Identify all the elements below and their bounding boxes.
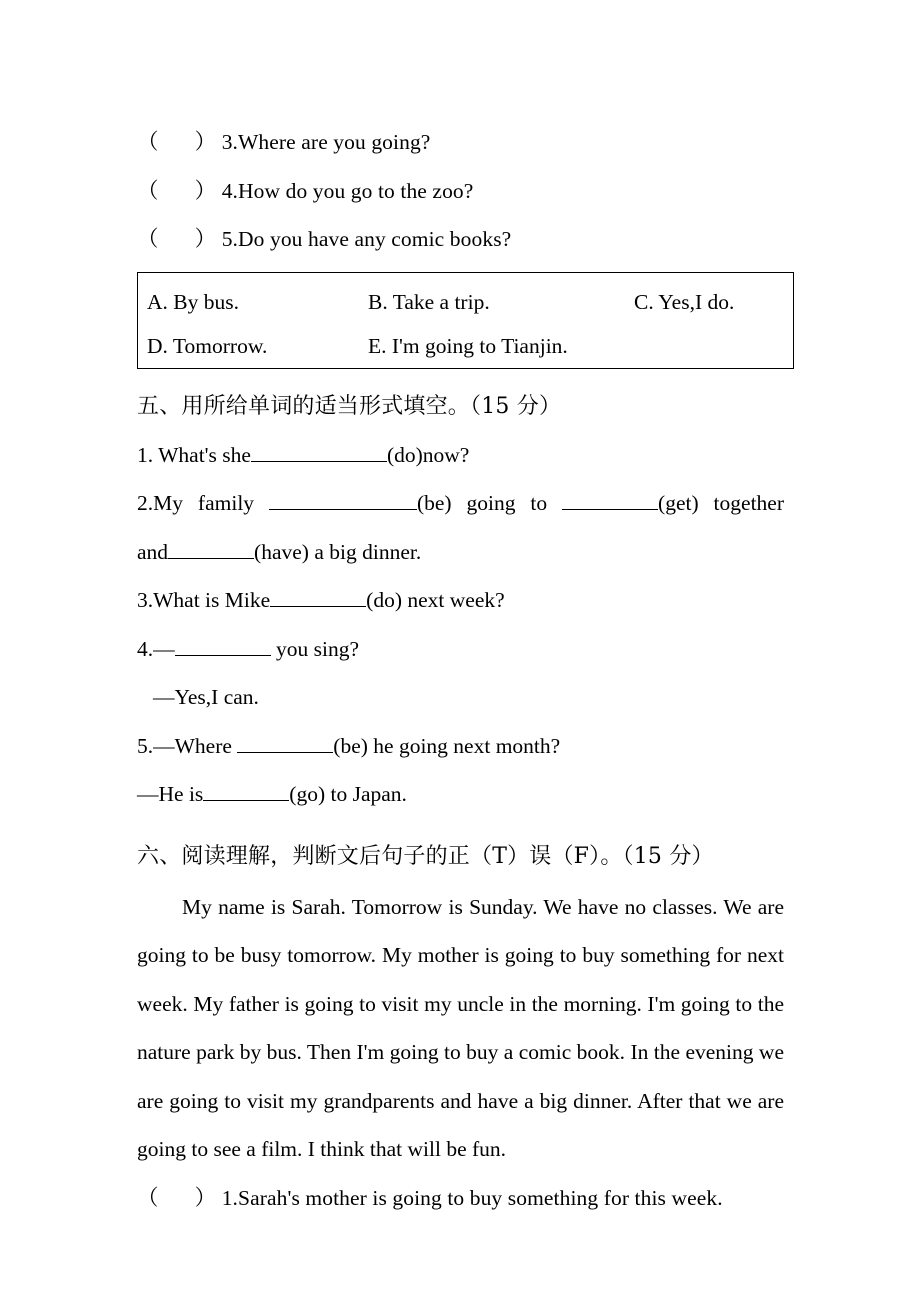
matching-question-5 <box>137 215 783 264</box>
question-prompt-before: 4.— <box>137 636 175 661</box>
answer-bracket-close: ） <box>194 227 217 251</box>
question-prompt-after: (have) a big dinner. <box>254 539 422 564</box>
fill-in-blank[interactable] <box>175 635 271 656</box>
section-five-question-3 <box>137 576 783 625</box>
section-five-question-4 <box>137 625 783 674</box>
answer-bracket-open[interactable]: （ <box>137 178 159 203</box>
reading-passage-text: My name is Sarah. Tomorrow is Sunday. We have no classes. We are going to be busy tomorrow. My mother is going to buy something for next week. My father is going to visit my uncle in the morning. I'm going to the nature park by bus. Then I'm going to buy a comic book. In the evening we are going to visit my grandparents and have a big dinner. After that we are going to see a film. I think that will be fun. <box>137 894 784 1161</box>
answer-bracket-open[interactable]: （ <box>137 1185 159 1210</box>
question-prompt-after: (do)now? <box>386 442 470 467</box>
fill-in-blank[interactable] <box>270 586 366 607</box>
question-prompt-segment-3: (get) together <box>658 491 784 515</box>
answer-prompt-before: —He is <box>137 782 204 806</box>
matching-question-text: 5.Do you have any comic books? <box>221 227 512 251</box>
answer-choice-a: A. By bus. <box>147 289 239 314</box>
section-five-question-4-answer: —Yes,I can. <box>153 685 259 709</box>
answer-choices-row-2 <box>147 324 793 368</box>
answer-bracket-close: ） <box>194 130 217 154</box>
section-five-question-5-answer <box>137 770 783 819</box>
question-prompt-before: 5.—Where <box>137 733 238 758</box>
fill-in-blank[interactable] <box>562 489 658 510</box>
question-prompt-before: 1. What's she <box>137 442 251 467</box>
section-six-heading: 六、阅读理解，判断文后句子的正（T）误（F）。（15 分） <box>137 843 714 869</box>
matching-question-text: 4.How do you go to the zoo? <box>221 178 474 203</box>
answer-choice-c: C. Yes,I do. <box>634 289 735 314</box>
answer-bracket-close: ） <box>194 1185 217 1210</box>
fill-in-blank[interactable] <box>203 780 289 801</box>
answer-bracket-open[interactable]: （ <box>137 130 159 154</box>
answer-bracket-close: ） <box>194 178 217 203</box>
question-prompt-after: you sing? <box>270 636 360 661</box>
fill-in-blank[interactable] <box>251 441 387 462</box>
fill-in-blank[interactable] <box>237 732 333 753</box>
matching-question-3 <box>137 118 783 167</box>
answer-choices-box <box>137 272 794 369</box>
question-prompt-before: and <box>137 539 169 564</box>
matching-question-text: 3.Where are you going? <box>221 130 431 154</box>
true-false-question-text: 1.Sarah's mother is going to buy something for this week. <box>221 1185 723 1210</box>
fill-in-blank[interactable] <box>168 538 254 559</box>
question-prompt-after: (be) he going next month? <box>333 733 561 758</box>
answer-choices-row-1 <box>147 280 793 324</box>
reading-passage <box>137 883 784 1174</box>
matching-question-4 <box>137 167 783 216</box>
section-five-heading: 五、用所给单词的适当形式填空。（15 分） <box>137 393 562 419</box>
answer-choice-e: E. I'm going to Tianjin. <box>368 333 568 358</box>
matching-question-list <box>137 118 783 264</box>
question-prompt-segment-1: 2.My family <box>137 491 269 515</box>
answer-bracket-open[interactable]: （ <box>137 227 159 251</box>
question-prompt-segment-2: (be) going to <box>416 491 563 515</box>
question-prompt-before: 3.What is Mike <box>137 588 271 612</box>
answer-prompt-after: (go) to Japan. <box>289 782 407 806</box>
answer-choice-b: B. Take a trip. <box>368 289 490 314</box>
fill-in-blank[interactable] <box>269 489 417 510</box>
section-five-question-2-line-1 <box>137 479 784 528</box>
answer-choice-d: D. Tomorrow. <box>147 333 268 358</box>
section-five-question-5 <box>137 722 783 771</box>
section-five-question-2-line-2 <box>137 528 783 577</box>
section-six-question-1 <box>137 1174 783 1223</box>
section-five-question-1 <box>137 431 783 480</box>
question-prompt-after: (do) next week? <box>366 588 505 612</box>
